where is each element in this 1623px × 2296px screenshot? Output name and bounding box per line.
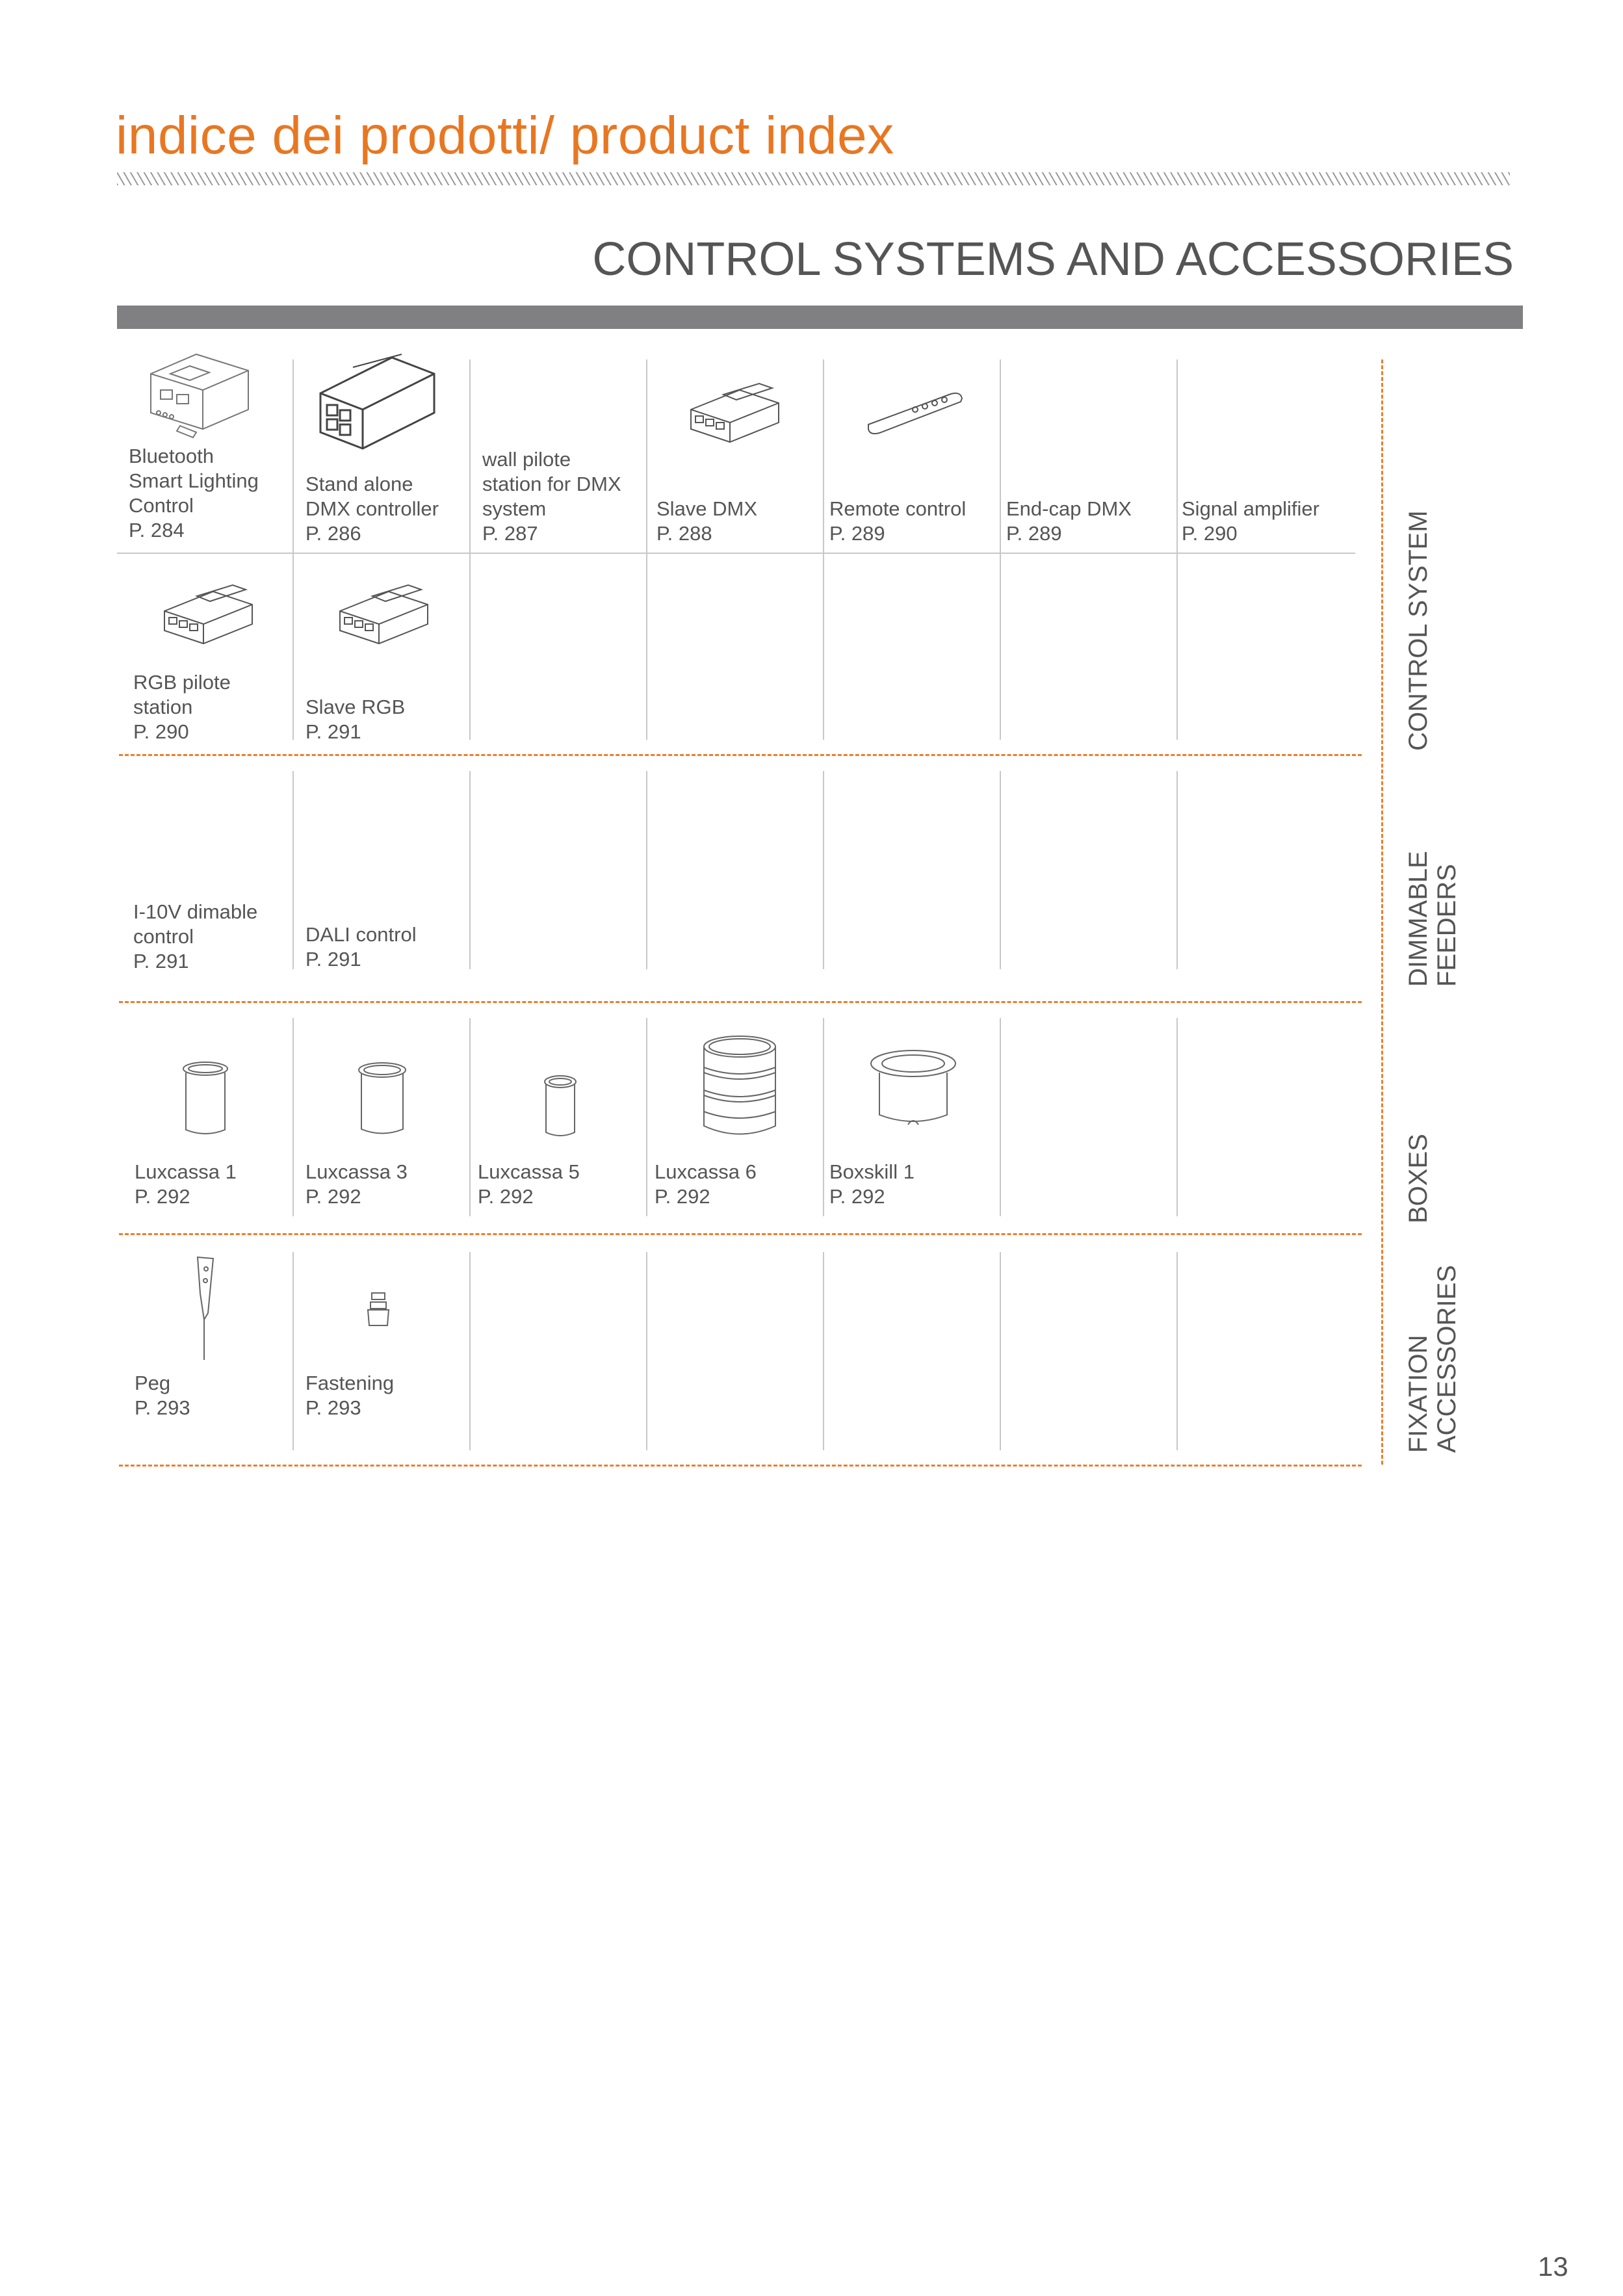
product-name: End-cap DMX	[1006, 497, 1132, 520]
product-name: system	[482, 497, 547, 520]
category-fixation-accessories	[1404, 1265, 1461, 1453]
luxcassa3-icon	[356, 1061, 408, 1138]
section-title: CONTROL SYSTEMS AND ACCESSORIES	[592, 233, 1514, 285]
category-label: ACCESSORIES	[1433, 1265, 1461, 1453]
product-name: I-10V dimable	[133, 900, 258, 923]
luxcassa1-icon	[181, 1060, 230, 1138]
product-page: P. 288	[656, 522, 712, 545]
product-boxskill[interactable]	[829, 1144, 992, 1209]
product-page: P. 289	[1006, 522, 1062, 545]
product-luxcassa3[interactable]	[305, 1144, 468, 1209]
product-peg[interactable]	[135, 1372, 297, 1420]
product-luxcassa6[interactable]	[655, 1144, 817, 1209]
product-luxcassa1[interactable]	[135, 1144, 297, 1209]
category-control-system	[1404, 510, 1433, 751]
page-title: indice dei prodotti/ product index	[116, 106, 894, 165]
product-name: Peg	[135, 1372, 171, 1394]
product-page: P. 291	[305, 720, 361, 743]
product-name: control	[133, 925, 194, 948]
boxskill-icon	[868, 1047, 959, 1131]
product-fastening[interactable]	[305, 1372, 468, 1420]
fastening-icon	[364, 1290, 393, 1329]
product-name: RGB pilote	[133, 671, 231, 694]
product-name: Slave DMX	[656, 497, 758, 520]
category-dimmable-feeders	[1404, 851, 1461, 987]
product-page: P. 291	[305, 948, 361, 971]
row-separator	[119, 1001, 1362, 1003]
product-standalone[interactable]	[305, 364, 468, 546]
product-page: P. 292	[478, 1185, 534, 1208]
product-page: P. 286	[305, 522, 361, 545]
product-page: P. 293	[305, 1396, 361, 1419]
section-bar	[117, 306, 1523, 329]
product-page: P. 290	[1182, 522, 1238, 545]
product-name: Fastening	[305, 1372, 395, 1394]
page-number: 13	[1538, 2251, 1568, 2282]
product-name: station	[133, 696, 193, 718]
product-page: P. 292	[135, 1185, 190, 1208]
product-page: P. 291	[133, 950, 189, 972]
product-name: Stand alone	[305, 473, 413, 495]
product-name: Luxcassa 5	[478, 1160, 580, 1183]
product-rgbpilote[interactable]	[133, 618, 296, 744]
product-name: Luxcassa 6	[655, 1160, 757, 1183]
product-name: wall pilote	[482, 448, 571, 471]
product-name: station for DMX	[482, 473, 621, 495]
peg-icon	[188, 1255, 221, 1362]
row-separator	[119, 1465, 1362, 1467]
category-label: FEEDERS	[1433, 864, 1461, 987]
product-page: P. 284	[129, 519, 185, 541]
product-name: Remote control	[829, 497, 967, 520]
product-page: P. 290	[133, 720, 189, 743]
luxcassa6-icon	[701, 1035, 779, 1139]
luxcassa5-icon	[542, 1074, 578, 1139]
product-page: P. 292	[655, 1185, 710, 1208]
category-label: FIXATION	[1404, 1335, 1433, 1453]
category-label: DIMMABLE	[1404, 851, 1433, 987]
product-name: Signal amplifier	[1182, 497, 1319, 520]
product-signal[interactable]	[1182, 364, 1344, 546]
product-name: Bluetooth	[129, 445, 214, 467]
product-name: Control	[129, 494, 194, 517]
product-name: Slave RGB	[305, 696, 406, 718]
product-luxcassa5[interactable]	[478, 1144, 640, 1209]
product-page: P. 292	[305, 1185, 361, 1208]
category-boxes	[1404, 1134, 1433, 1223]
product-page: P. 292	[829, 1185, 885, 1208]
category-separator	[1381, 359, 1383, 1465]
product-name: DMX controller	[305, 497, 439, 520]
product-slavedmx[interactable]	[656, 364, 819, 546]
product-slavergb[interactable]	[305, 618, 468, 744]
product-bluetooth[interactable]	[129, 364, 291, 543]
product-dali[interactable]	[305, 845, 468, 972]
category-label: CONTROL SYSTEM	[1404, 510, 1433, 751]
product-name: Luxcassa 3	[305, 1160, 408, 1183]
product-name: Smart Lighting	[129, 469, 259, 492]
product-name: Boxskill 1	[829, 1160, 915, 1183]
row-separator	[119, 1233, 1362, 1235]
product-name: DALI control	[305, 923, 417, 946]
category-label: BOXES	[1404, 1134, 1433, 1223]
product-dimable[interactable]	[133, 845, 296, 974]
product-wallpilote[interactable]	[482, 364, 645, 546]
product-name: Luxcassa 1	[135, 1160, 237, 1183]
product-page: P. 289	[829, 522, 885, 545]
row-separator	[119, 754, 1362, 756]
hatch-divider	[117, 172, 1510, 185]
product-page: P. 287	[482, 522, 538, 545]
product-endcap[interactable]	[1006, 364, 1169, 546]
product-remote[interactable]	[829, 364, 992, 546]
product-page: P. 293	[135, 1396, 190, 1419]
